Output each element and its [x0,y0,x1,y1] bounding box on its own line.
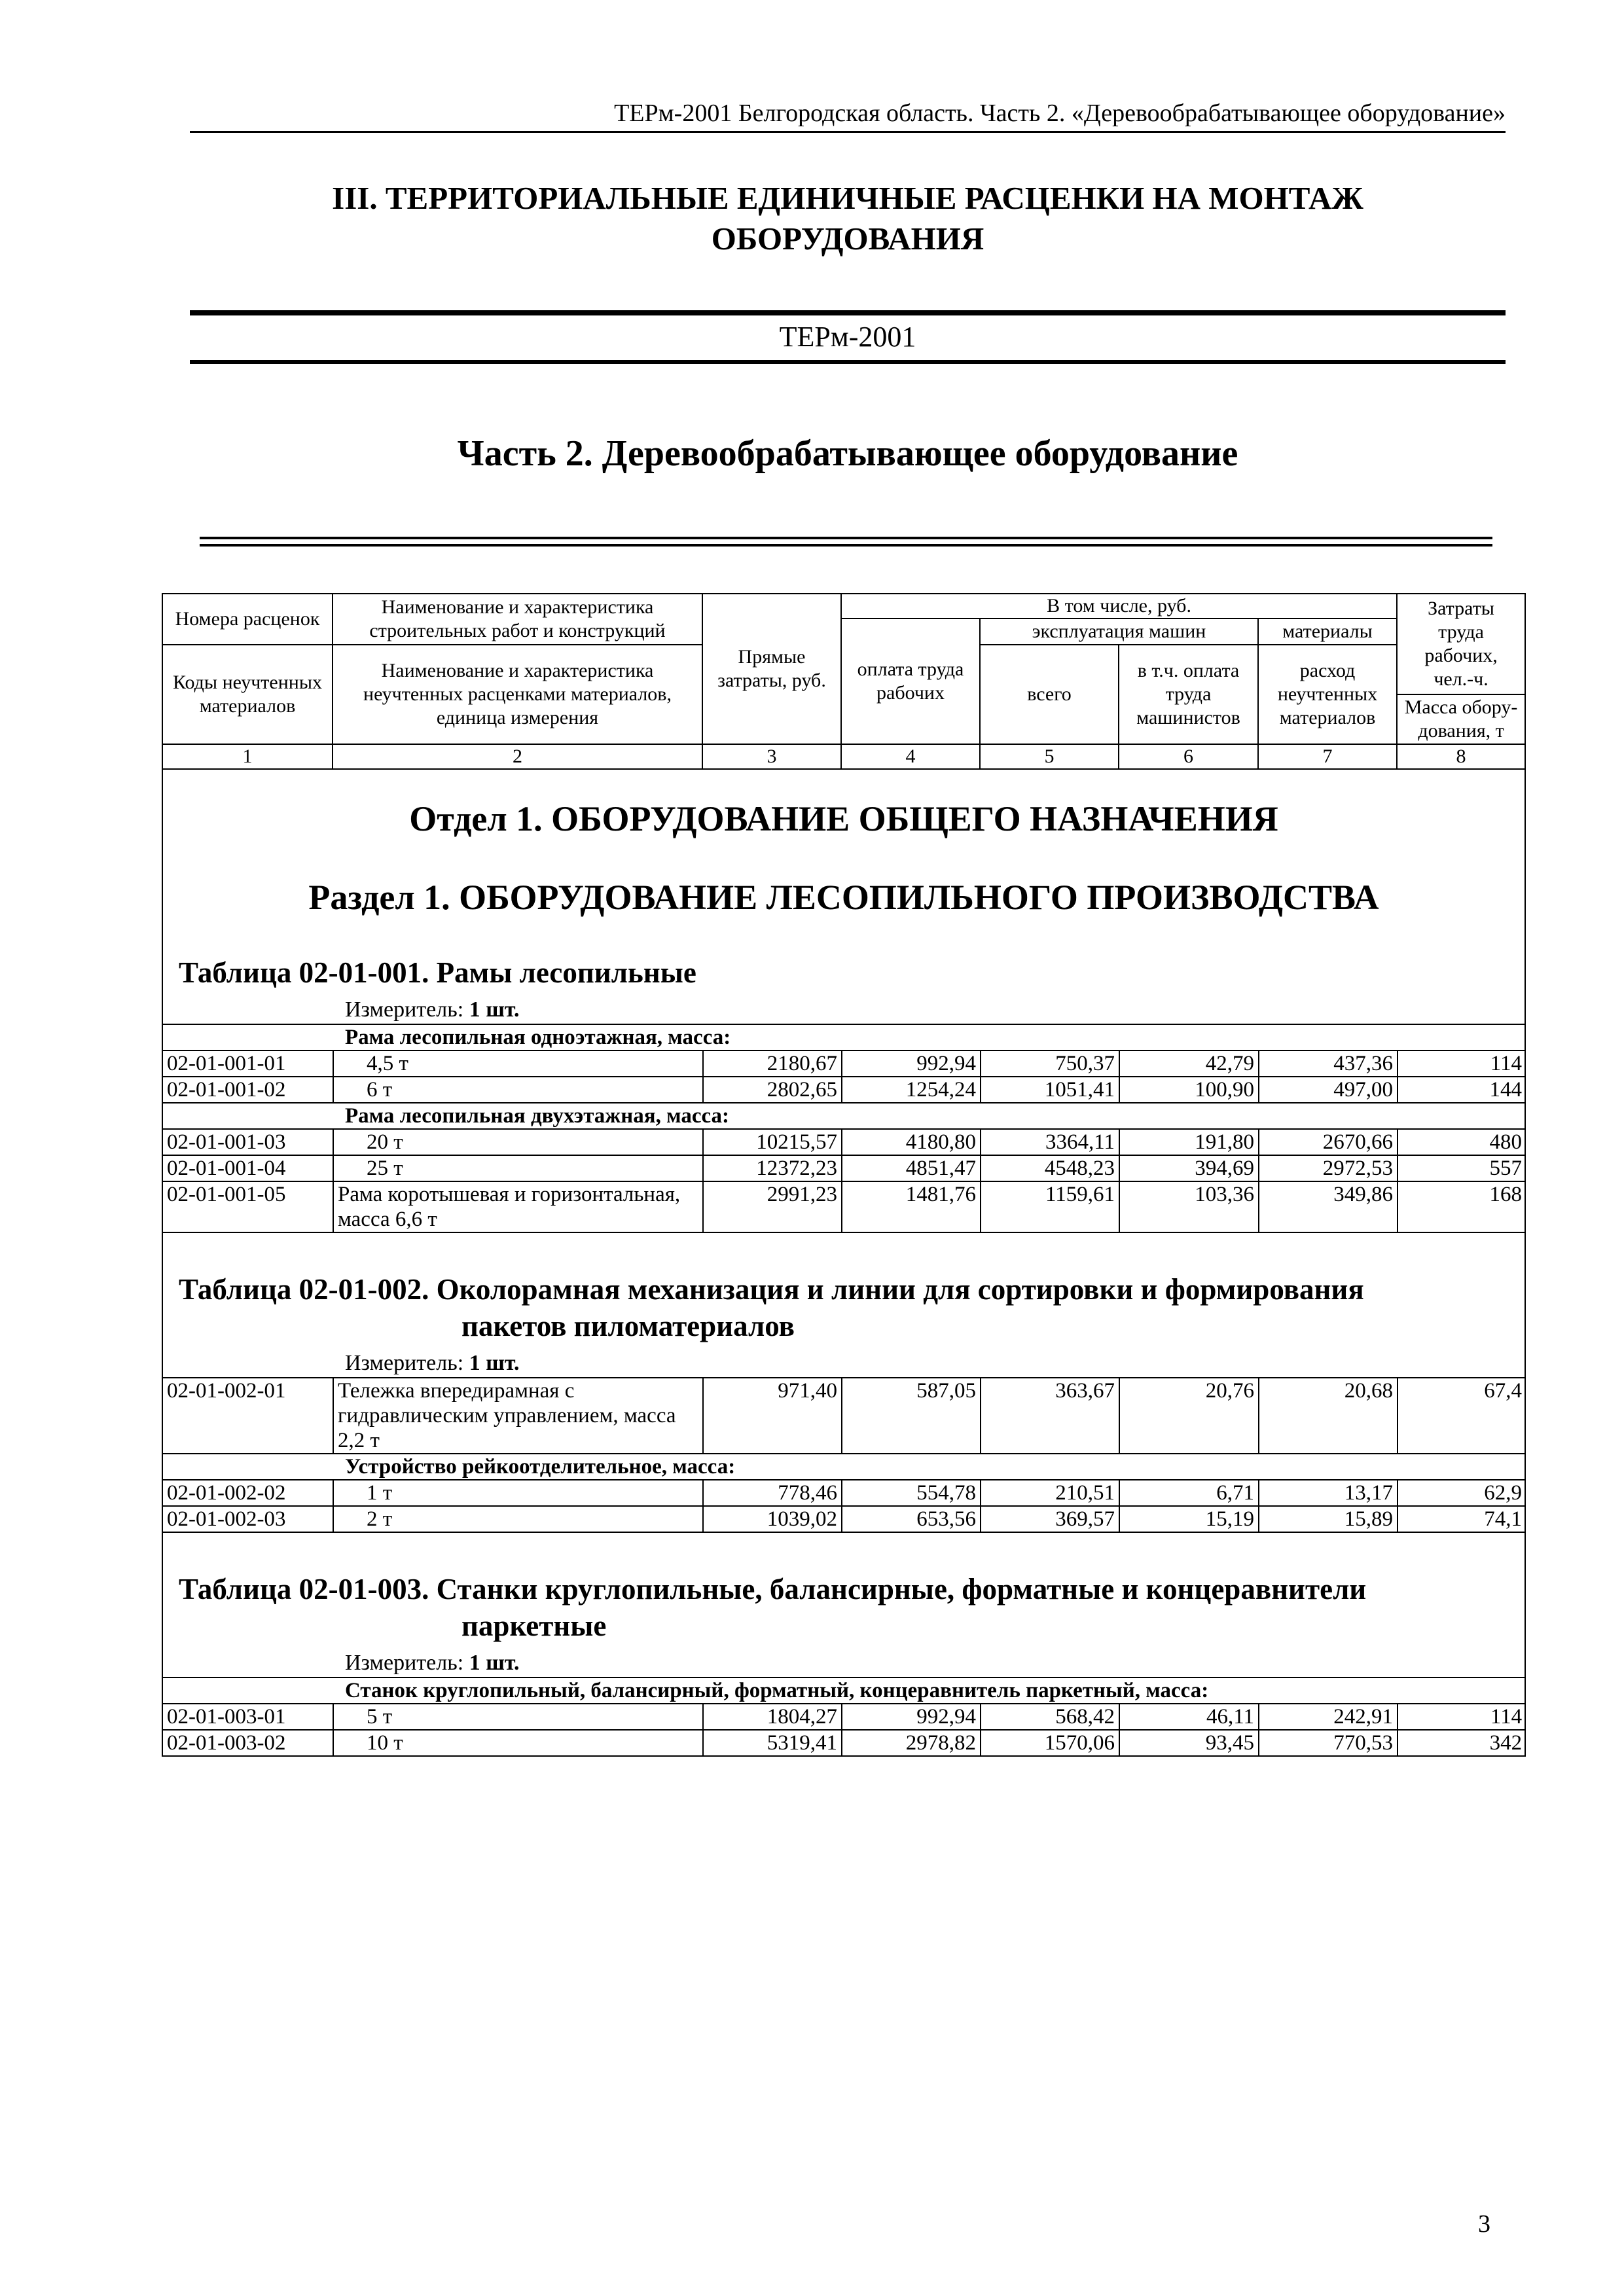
machine-total: 363,67 [981,1378,1119,1454]
rate-code: 02-01-001-04 [163,1155,333,1181]
col-number-7: 7 [1258,744,1397,769]
unit-label: Измеритель: [345,997,464,1022]
table-row [163,1155,1525,1181]
group-row [163,1677,1525,1704]
direct-cost: 2180,67 [703,1050,842,1077]
direct-cost: 2991,23 [703,1181,842,1232]
direct-cost: 778,46 [703,1480,842,1506]
group-label: Рама лесопильная одноэтажная, масса: [163,1024,1525,1050]
razdel-heading: Раздел 1. ОБОРУДОВАНИЕ ЛЕСОПИЛЬНОГО ПРОИЗВОДСТВА [308,878,1379,917]
collection-rule-bottom [190,360,1506,364]
machinist-pay: 103,36 [1119,1181,1259,1232]
collection-code: ТЕРм-2001 [779,321,916,353]
header-group-machines: эксплуатация машин [980,619,1258,645]
machine-total: 369,57 [981,1506,1119,1532]
header-group-including: В том числе, руб. [841,594,1397,619]
machinist-pay: 46,11 [1119,1704,1259,1730]
labor-pay: 992,94 [842,1704,981,1730]
table-title-2-line2: пакетов пиломатериалов [461,1310,795,1342]
direct-cost: 5319,41 [703,1730,842,1755]
rate-name: 25 т [333,1155,703,1181]
main-title [190,178,1506,259]
labor-pay: 653,56 [842,1506,981,1532]
machinist-pay: 100,90 [1119,1077,1259,1103]
rate-code: 02-01-002-02 [163,1480,333,1506]
machine-total: 1570,06 [981,1730,1119,1755]
machine-total: 3364,11 [981,1129,1119,1155]
unit-line-3 [163,1649,1525,1677]
labor-pay: 1481,76 [842,1181,981,1232]
machine-total: 1051,41 [981,1077,1119,1103]
page-number: 3 [1478,2210,1490,2238]
group-label: Устройство рейкоотделительное, масса: [163,1454,1525,1480]
labor-pay: 554,78 [842,1480,981,1506]
rate-code: 02-01-001-02 [163,1077,333,1103]
direct-cost: 10215,57 [703,1129,842,1155]
rate-name: 5 т [333,1704,703,1730]
col-number-1: 1 [162,744,333,769]
rates-table [162,593,1526,1757]
table-body [162,769,1525,1756]
table-row [163,1077,1525,1103]
unit-value: 1 шт. [469,1351,520,1375]
labor-hours: 342 [1398,1730,1525,1755]
unit-label: Измеритель: [345,1651,464,1675]
unit-value: 1 шт. [469,1651,520,1675]
materials: 437,36 [1259,1050,1398,1077]
table-row [163,1378,1525,1454]
machine-total: 750,37 [981,1050,1119,1077]
header-col4: оплата труда рабочих [841,619,980,744]
double-rule-second [200,544,1492,547]
labor-hours: 74,1 [1398,1506,1525,1532]
col-number-4: 4 [841,744,980,769]
rate-code: 02-01-001-03 [163,1129,333,1155]
header-col2-top: Наименование и характеристика строительных работ и конструкций [333,594,702,645]
machinist-pay: 93,45 [1119,1730,1259,1755]
machine-total: 568,42 [981,1704,1119,1730]
table-title-2-line1: Таблица 02-01-002. Околорамная механизация и линии для сортировки и формирования [179,1273,1364,1306]
materials: 349,86 [1259,1181,1398,1232]
collection-rule-top-thin [190,314,1506,315]
machine-total: 4548,23 [981,1155,1119,1181]
otdel-heading: Отдел 1. ОБОРУДОВАНИЕ ОБЩЕГО НАЗНАЧЕНИЯ [409,799,1278,838]
rate-code: 02-01-001-05 [163,1181,333,1232]
labor-hours: 114 [1398,1050,1525,1077]
header-rule [190,131,1506,133]
unit-value: 1 шт. [469,997,520,1022]
machinist-pay: 394,69 [1119,1155,1259,1181]
labor-hours: 67,4 [1398,1378,1525,1454]
materials: 2670,66 [1259,1129,1398,1155]
labor-hours: 114 [1398,1704,1525,1730]
header-col1-top: Номера расценок [162,594,333,645]
col-number-3: 3 [702,744,841,769]
header-col6: в т.ч. оплата труда машинистов [1119,645,1258,744]
rate-name: 4,5 т [333,1050,703,1077]
col-number-8: 8 [1397,744,1525,769]
direct-cost: 2802,65 [703,1077,842,1103]
header-col3: Прямые затраты, руб. [702,594,841,744]
part-title: Часть 2. Деревообрабатывающее оборудование [457,433,1238,474]
group-label: Станок круглопильный, балансирный, форматный, концеравнитель паркетный, масса: [163,1677,1525,1704]
materials: 2972,53 [1259,1155,1398,1181]
col-number-2: 2 [333,744,702,769]
rate-name: 10 т [333,1730,703,1755]
machinist-pay: 191,80 [1119,1129,1259,1155]
rate-code: 02-01-003-02 [163,1730,333,1755]
labor-hours: 144 [1398,1077,1525,1103]
rate-name: 1 т [333,1480,703,1506]
unit-line-1 [163,996,1525,1024]
col-number-6: 6 [1119,744,1258,769]
group-row [163,1103,1525,1129]
table-row [163,1480,1525,1506]
header-col5: всего [980,645,1119,744]
rate-rows-2 [163,1377,1525,1533]
table-title-3-line2: паркетные [461,1609,607,1642]
direct-cost: 1804,27 [703,1704,842,1730]
labor-pay: 587,05 [842,1378,981,1454]
rate-code: 02-01-002-03 [163,1506,333,1532]
materials: 15,89 [1259,1506,1398,1532]
rate-rows-3 [163,1677,1525,1755]
group-label: Рама лесопильная двухэтажная, масса: [163,1103,1525,1129]
labor-hours: 557 [1398,1155,1525,1181]
unit-label: Измеритель: [345,1351,464,1375]
main-title-line2: ОБОРУДОВАНИЯ [711,221,984,257]
table-row [163,1050,1525,1077]
rate-name: Тележка впередирамная с гидравлическим управлением, масса 2,2 т [333,1378,703,1454]
rate-code: 02-01-002-01 [163,1378,333,1454]
labor-pay: 2978,82 [842,1730,981,1755]
materials: 20,68 [1259,1378,1398,1454]
rate-name: Рама коротышевая и горизонтальная, масса 6,6 т [333,1181,703,1232]
rate-rows-1 [163,1024,1525,1233]
machinist-pay: 42,79 [1119,1050,1259,1077]
labor-pay: 1254,24 [842,1077,981,1103]
materials: 770,53 [1259,1730,1398,1755]
labor-hours: 480 [1398,1129,1525,1155]
header-col8-top: Затраты труда рабочих, чел.-ч. [1397,594,1525,694]
machinist-pay: 6,71 [1119,1480,1259,1506]
materials: 242,91 [1259,1704,1398,1730]
rate-code: 02-01-001-01 [163,1050,333,1077]
rate-name: 6 т [333,1077,703,1103]
labor-pay: 4851,47 [842,1155,981,1181]
header-group-materials: материалы [1258,619,1397,645]
rate-name: 2 т [333,1506,703,1532]
table-row [163,1730,1525,1755]
group-row [163,1454,1525,1480]
direct-cost: 971,40 [703,1378,842,1454]
table-title-3-line1: Таблица 02-01-003. Станки круглопильные, балансирные, форматные и концеравнители [179,1573,1367,1605]
table-title-1: Таблица 02-01-001. Рамы лесопильные [179,956,696,989]
running-header: ТЕРм-2001 Белгородская область. Часть 2. «Деревообрабатывающее оборудование» [614,99,1506,127]
main-title-line1: III. ТЕРРИТОРИАЛЬНЫЕ ЕДИНИЧНЫЕ РАСЦЕНКИ НА МОНТАЖ [332,180,1363,216]
double-rule [200,537,1492,539]
machinist-pay: 20,76 [1119,1378,1259,1454]
table-title-2 [163,1271,1525,1344]
machinist-pay: 15,19 [1119,1506,1259,1532]
table-title-3 [163,1571,1525,1644]
labor-hours: 62,9 [1398,1480,1525,1506]
labor-hours: 168 [1398,1181,1525,1232]
direct-cost: 12372,23 [703,1155,842,1181]
header-col7: расход неучтенных материалов [1258,645,1397,744]
group-row [163,1024,1525,1050]
col-number-5: 5 [980,744,1119,769]
labor-pay: 992,94 [842,1050,981,1077]
table-row [163,1181,1525,1232]
unit-line-2 [163,1350,1525,1377]
header-col2-bottom: Наименование и характеристика неучтенных расценками материалов, единица измерения [333,645,702,744]
header-col8-bottom: Масса обору-дования, т [1397,694,1525,744]
rate-code: 02-01-003-01 [163,1704,333,1730]
table-row [163,1506,1525,1532]
machine-total: 210,51 [981,1480,1119,1506]
direct-cost: 1039,02 [703,1506,842,1532]
materials: 497,00 [1259,1077,1398,1103]
table-row [163,1704,1525,1730]
materials: 13,17 [1259,1480,1398,1506]
machine-total: 1159,61 [981,1181,1119,1232]
rate-name: 20 т [333,1129,703,1155]
table-row [163,1129,1525,1155]
header-col1-bottom: Коды неучтенных материалов [162,645,333,744]
labor-pay: 4180,80 [842,1129,981,1155]
